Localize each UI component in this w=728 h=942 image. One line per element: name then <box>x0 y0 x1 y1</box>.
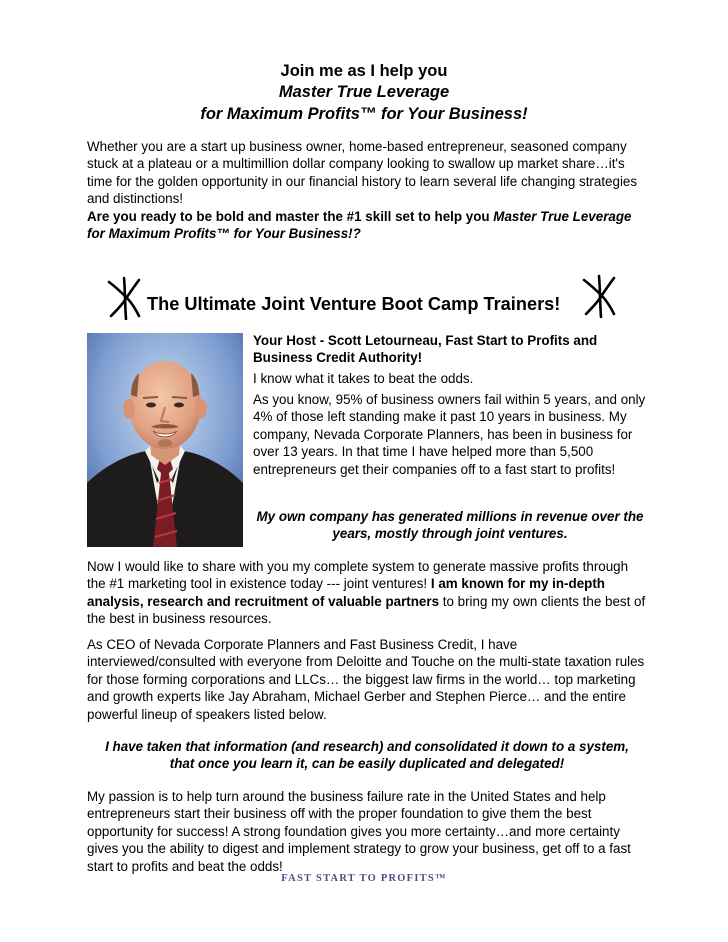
host-bio: As you know, 95% of business owners fail within 5 years, and only 4% of those left standing make it past 10 years in business. My company, Nevada Corporate Planners, has been in business for over 13 years. In that time I have helped more than 5,500 entrepreneurs get their companies off to a fast start to profits! <box>253 392 646 477</box>
body-paragraph-3: I have taken that information (and research) and consolidated it down to a system, that once you learn it, can be easily duplicated and delegated! <box>105 739 629 772</box>
asterisk-star-icon <box>105 276 145 320</box>
body-paragraph-4: My passion is to help turn around the business failure rate in the United States and help entrepreneurs start their business off with the proper foundation to give them the best opportunity for success! A strong foundation gives you more certainty…and more certainty gives you the ability to digest and implement strategy to grow your business, get off to a fast start to profits and beat the odds! <box>87 789 631 874</box>
intro-paragraph <box>87 138 647 242</box>
host-heading: Your Host - Scott Letourneau, Fast Start to Profits and Business Credit Authority! <box>253 333 598 366</box>
host-quote: My own company has generated millions in revenue over the years, mostly through joint ventures. <box>256 509 644 542</box>
p1-start: Now I would like to share with you my complete system to generate massive profits through the #1 marketing tool in existence today --- joint ventures! <box>87 559 629 592</box>
asterisk-star-icon <box>580 274 620 318</box>
intro-text: Whether you are a start up business owner, home-based entrepreneur, seasoned company stuck at a plateau or a multimillion dollar company looking to swallow up market share…it's time for the golden opportunity in our financial history to learn several life changing strategies and distinctions! <box>87 139 638 207</box>
section-title: The Ultimate Joint Venture Boot Camp Trainers! <box>147 294 561 314</box>
header-line-1: Join me as I help you <box>280 62 448 80</box>
footer-brand: FAST START TO PROFITS™ <box>281 873 447 884</box>
p1-bold: I am known for my in-depth analysis, research and recruitment of valuable partners <box>87 576 605 609</box>
header-line-2: Master True Leverage <box>278 83 450 101</box>
intro-question-bold: Are you ready to be bold and master the #1 skill set to help you <box>87 208 494 224</box>
body-paragraph-1 <box>87 558 647 628</box>
host-odds: I know what it takes to beat the odds. <box>253 371 474 386</box>
header-line-3: for Maximum Profits™ for Your Business! <box>200 105 528 123</box>
body-paragraph-2: As CEO of Nevada Corporate Planners and Fast Business Credit, I have interviewed/consulted with everyone from Deloitte and Touche on the multi-state taxation rules for those forming corporations and LLCs… the biggest law firms in the world… top marketing and growth experts like Jay Abraham, Michael Gerber and Stephen Pierce… and the entire powerful lineup of speakers listed below. <box>87 637 645 722</box>
intro-question-bold-italic: Master True Leverage for Maximum Profits™ for Your Business!? <box>87 208 632 242</box>
p1-end: to bring my own clients the best of the best in business resources. <box>87 593 646 627</box>
host-photo <box>87 333 243 547</box>
